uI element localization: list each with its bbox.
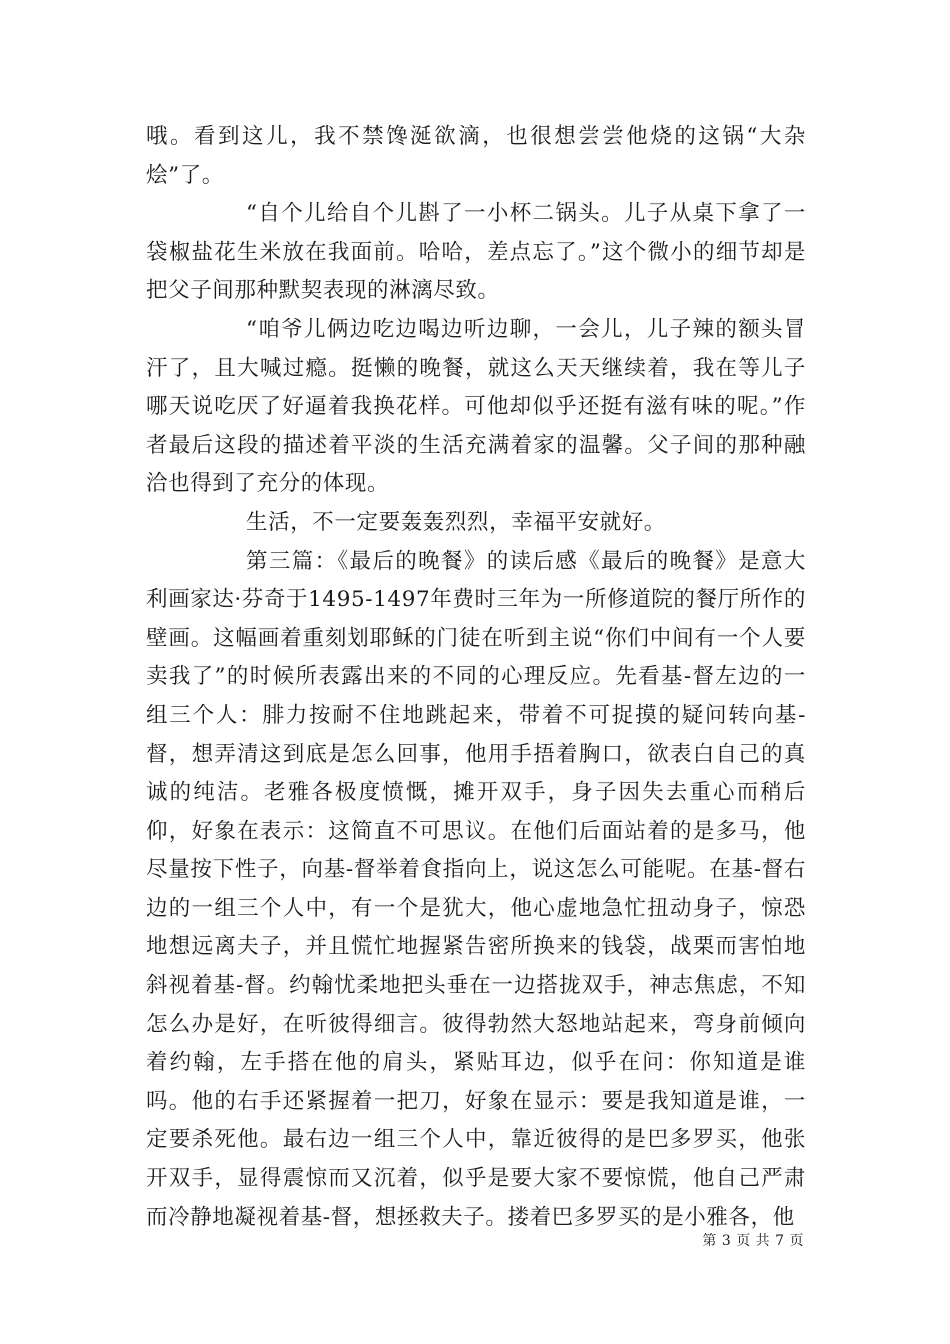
paragraph-last-supper: 第三篇：《最后的晚餐》的读后感《最后的晚餐》是意大利画家达·芬奇于1495-1497年费时三年为一所修道院的餐厅所作的壁画。这幅画着重刻划耶稣的门徒在听到主说“你们中间有一个人要卖我了”的时候所表露出来的不同的心理反应。先看基-督左边的一组三个人：腓力按耐不住地跳起来，带着不可捉摸的疑问转向基-督，想弄清这到底是怎么回事，他用手捂着胸口，欲表白自己的真诚的纯洁。老雅各极度愤慨，摊开双手，身子因失去重心而稍后仰，好象在表示：这简直不可思议。在他们后面站着的是多马，他尽量按下性子，向基-督举着食指向上，说这怎么可能呢。在基-督右边的一组三个人中，有一个是犹大，他心虚地急忙扭动身子，惊恐地想远离夫子，并且慌忙地握紧告密所换来的钱袋，战栗而害怕地斜视着基-督。约翰忧柔地把头垂在一边搭拢双手，神志焦虑，不知怎么办是好，在听彼得细言。彼得勃然大怒地站起来，弯身前倾向着约翰，左手搭在他的肩头，紧贴耳边，似乎在问：你知道是谁吗。他的右手还紧握着一把刀，好象在显示：要是我知道是谁，一定要杀死他。最右边一组三个人中，靠近彼得的是巴多罗买，他张开双手，显得震惊而又沉着，似乎是要大家不要惊慌，他自己严肃而冷静地凝视着基-督，想拯救夫子。搂着巴多罗买的是小雅各，他 bbox=[146, 548, 806, 1230]
page-footer: 第 3 页 共 7 页 bbox=[702, 1233, 804, 1249]
paragraph-quote-erguotou: “自个儿给自个儿斟了一小杯二锅头。儿子从桌下拿了一袋椒盐花生米放在我面前。哈哈，差点忘了。”这个微小的细节却是把父子间那种默契表现的淋漓尽致。 bbox=[146, 201, 806, 304]
paragraph-quote-dinner: “咱爷儿俩边吃边喝边听边聊，一会儿，儿子辣的额头冒汗了，且大喊过瘾。挺懒的晚餐，就这么天天继续着，我在等儿子哪天说吃厌了好逼着我换花样。可他却似乎还挺有滋有味的呢。”作者最后这段的描述着平淡的生活充满着家的温馨。父子间的那种融洽也得到了充分的体现。 bbox=[146, 316, 806, 497]
document-body bbox=[146, 118, 806, 1237]
paragraph-life: 生活，不一定要轰轰烈烈，幸福平安就好。 bbox=[246, 509, 666, 535]
paragraph-continuation: 哦。看到这儿，我不禁馋涎欲滴，也很想尝尝他烧的这锅“大杂烩”了。 bbox=[146, 124, 806, 188]
